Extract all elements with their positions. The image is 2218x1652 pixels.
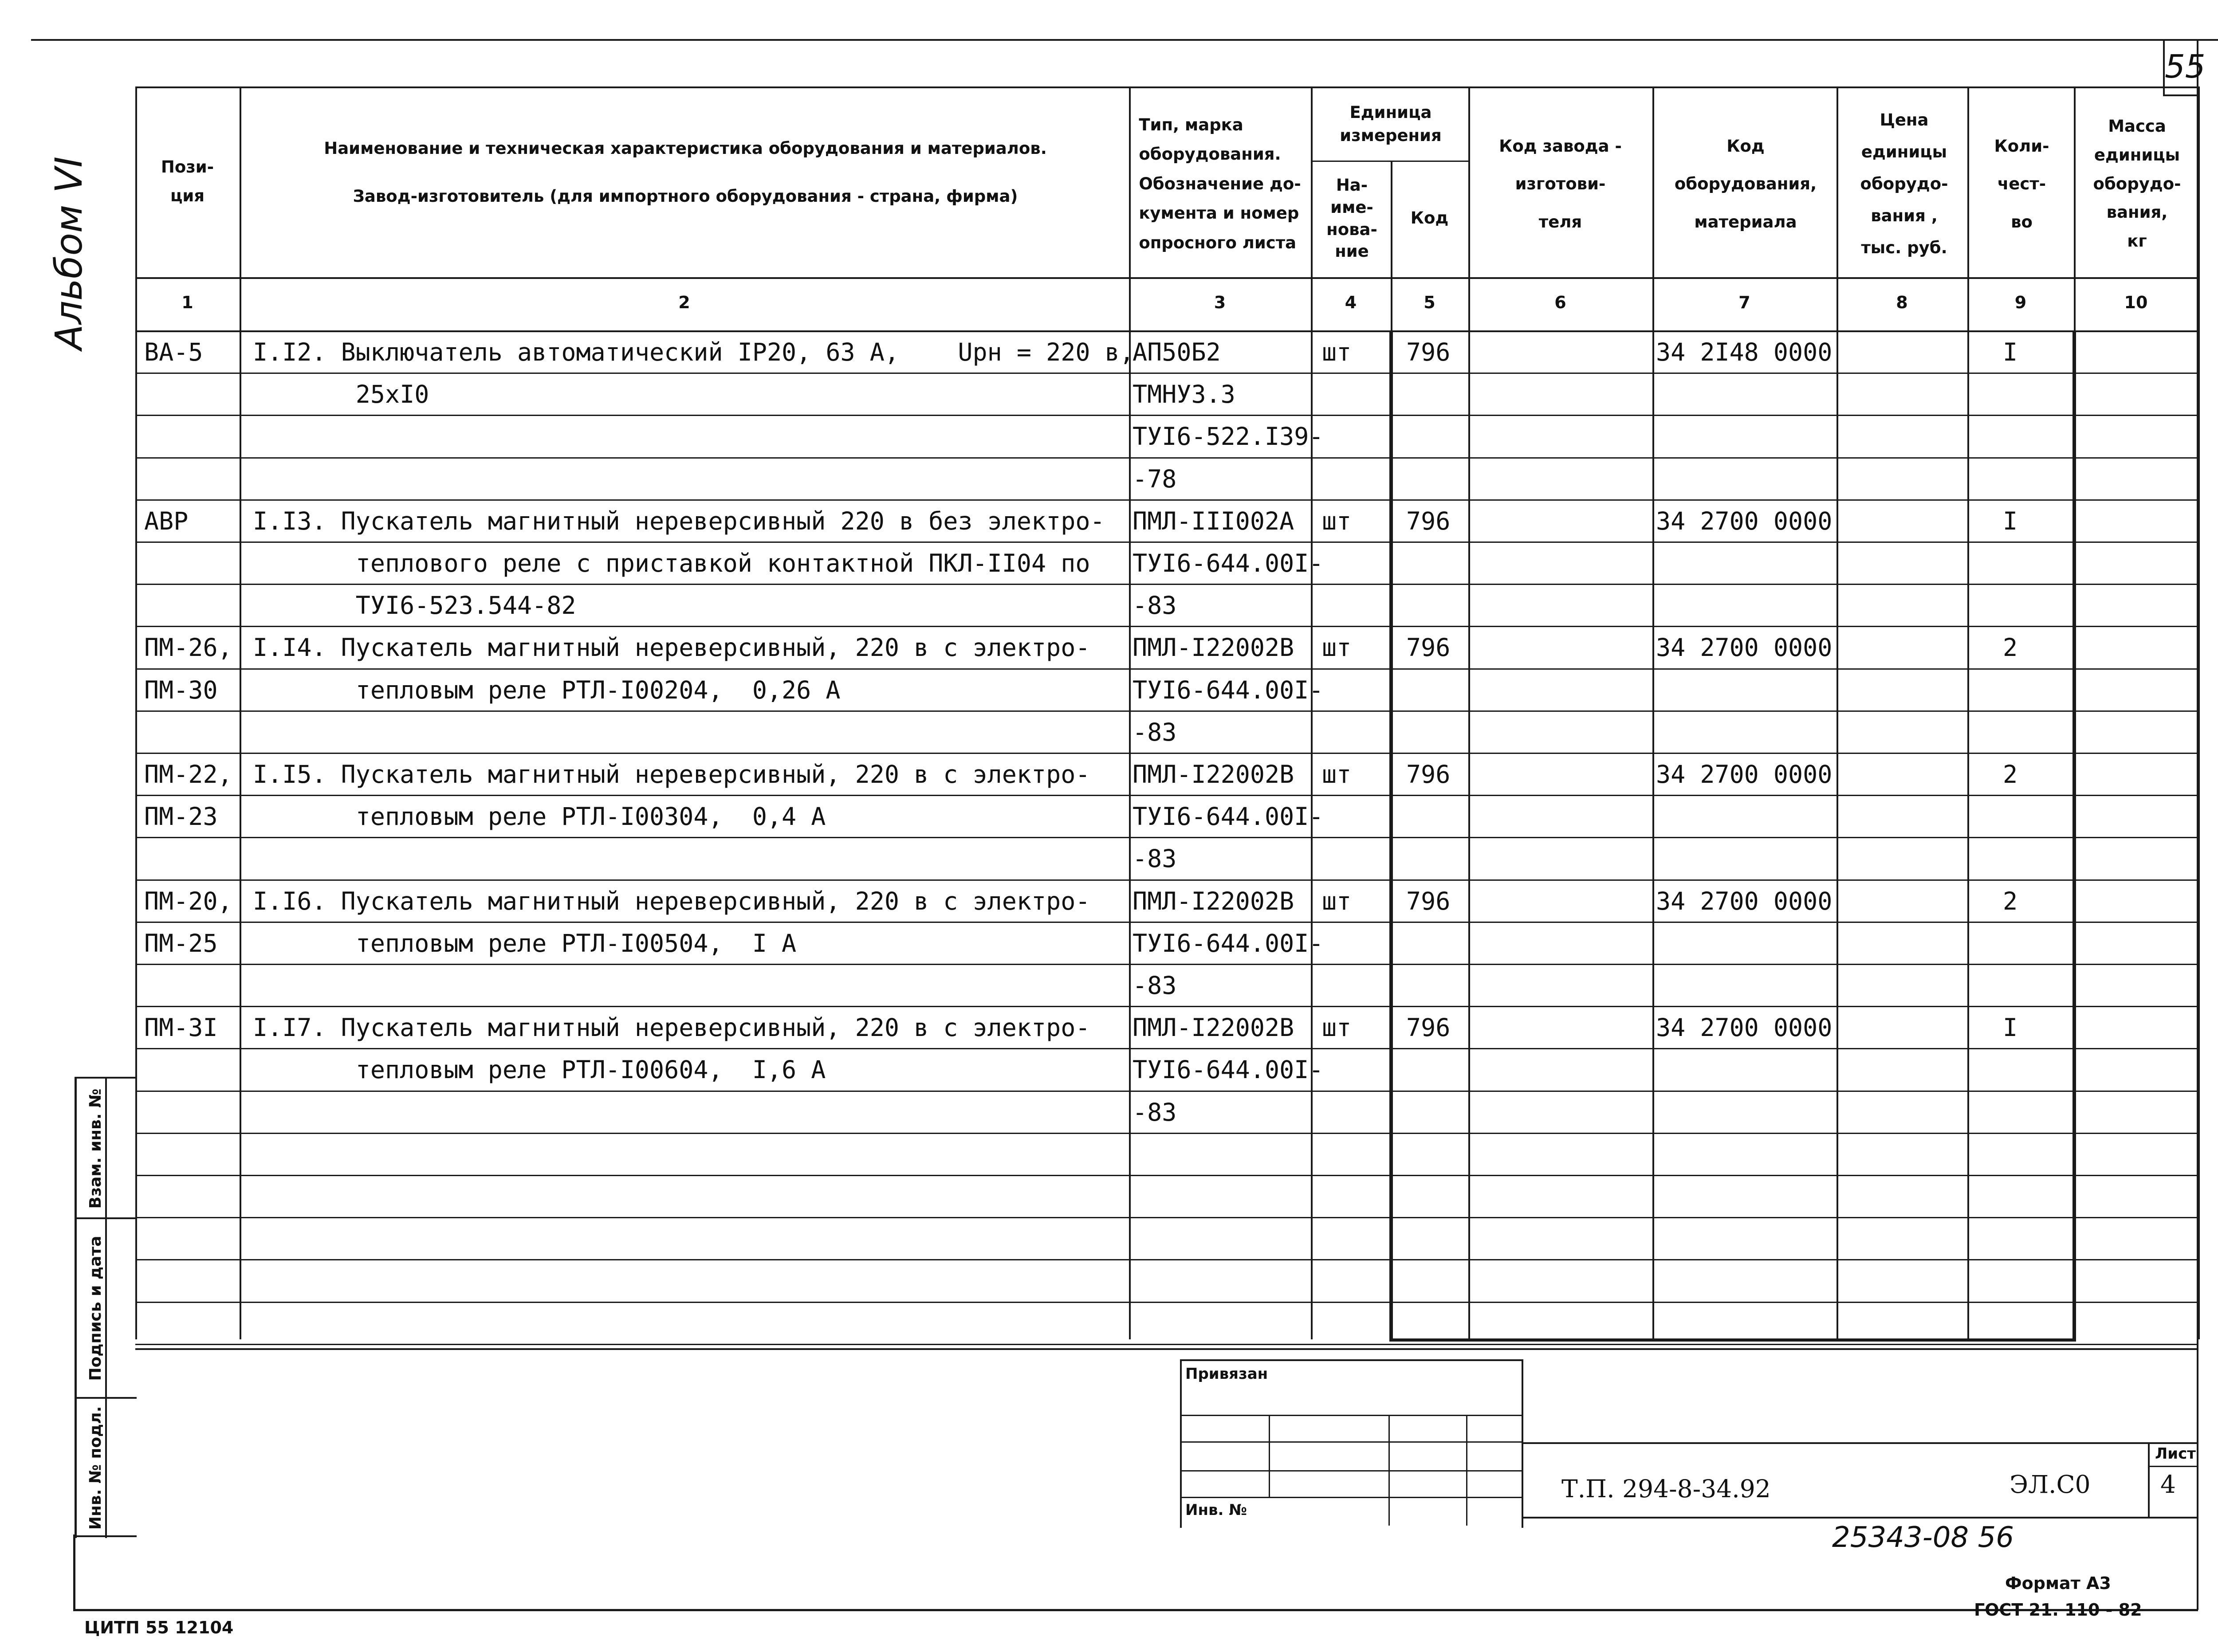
header-material-code: Код оборудования, материала — [1674, 137, 1817, 232]
section-code: ЭЛ.С0 — [2010, 1470, 2091, 1499]
header-unit-group: Единица измерения — [1340, 103, 1442, 145]
cell-type: ПМЛ-I22002В — [1133, 633, 1294, 662]
cell-material-code: 34 2700 0000 — [1656, 633, 1833, 662]
cell-name: I.I7. Пускатель магнитный нереверсивный, 220 в с электро- — [253, 1013, 1090, 1042]
cell-name: 25хI0 — [253, 380, 429, 408]
cell-unit-code: 796 — [1406, 1013, 1451, 1042]
bind-box-row1 — [1180, 1415, 1522, 1416]
cell-position: ПМ-22, — [144, 760, 232, 789]
bind-box-row4 — [1180, 1497, 1522, 1498]
row-line — [135, 542, 2198, 543]
column-number-2: 2 — [678, 293, 690, 312]
cell-type: ТМНУ3.3 — [1133, 380, 1235, 408]
sheet-label: Лист — [2155, 1445, 2196, 1463]
header-bottom-line — [135, 277, 2198, 279]
column-line-1 — [240, 86, 241, 1339]
cell-name: теплового реле с приставкой контактной ПКЛ-II04 по — [253, 549, 1090, 577]
sheet-box-left — [2148, 1442, 2150, 1518]
thick-box-right — [2072, 330, 2076, 1342]
cell-type: ТУI6-522.I39- — [1133, 422, 1324, 451]
cell-position: ПМ-30 — [144, 676, 218, 704]
cell-name: I.I6. Пускатель магнитный нереверсивный, 220 в с электро- — [253, 887, 1090, 915]
frame-bottom-line — [73, 1609, 2198, 1611]
row-line — [135, 1217, 2198, 1218]
cell-type: ПМЛ-III002А — [1133, 507, 1294, 535]
bind-box-col2 — [1388, 1415, 1390, 1526]
bind-box-top — [1180, 1359, 1522, 1361]
row-line — [135, 1048, 2198, 1049]
cell-quantity: 2 — [2003, 760, 2018, 789]
column-line-10 — [2198, 86, 2200, 1339]
gost-label: ГОСТ 21. 110 - 82 — [1974, 1600, 2142, 1620]
header-name-line1: Наименование и техническая характеристика оборудования и материалов. — [324, 138, 1047, 158]
sheet-value: 4 — [2160, 1470, 2176, 1499]
cell-material-code: 34 2700 0000 — [1656, 1013, 1833, 1042]
cell-type: -83 — [1133, 971, 1177, 1000]
header-mass: Масса единицы оборудо- вания, кг — [2093, 117, 2181, 251]
inv-no-label: Инв. № — [1185, 1501, 1247, 1519]
header-unit-code: Код — [1410, 208, 1449, 228]
cell-quantity: I — [2003, 507, 2018, 535]
row-line — [135, 1344, 2198, 1345]
cell-type: ТУI6-644.00I- — [1133, 676, 1324, 704]
header-quantity: Коли- чест- во — [1994, 137, 2049, 232]
row-line — [135, 710, 2198, 712]
column-number-10: 10 — [2124, 293, 2148, 312]
column-number-3: 3 — [1214, 293, 1226, 312]
row-line — [135, 1259, 2198, 1260]
cell-material-code: 34 2700 0000 — [1656, 760, 1833, 789]
cell-material-code: 34 2700 0000 — [1656, 887, 1833, 915]
header-price: Цена единицы оборудо- вания , тыс. руб. — [1860, 110, 1948, 258]
cell-unit-code: 796 — [1406, 633, 1451, 662]
frame-left-stub — [73, 1534, 75, 1610]
row-line — [135, 1006, 2198, 1007]
sheet-box-mid — [2148, 1466, 2198, 1467]
cell-position: ПМ-20, — [144, 887, 232, 915]
privyazan-label: Привязан — [1185, 1365, 1268, 1383]
row-line — [135, 1302, 2198, 1303]
cell-position: ПМ-26, — [144, 633, 232, 662]
cell-type: -83 — [1133, 718, 1177, 746]
cell-unit: шт — [1322, 633, 1352, 662]
column-number-8: 8 — [1896, 293, 1908, 312]
column-number-1: 1 — [181, 293, 193, 312]
title-block-upper-line — [1522, 1442, 2198, 1444]
row-line — [135, 753, 2198, 754]
cell-unit-code: 796 — [1406, 507, 1451, 535]
cell-quantity: I — [2003, 1013, 2018, 1042]
cell-unit: шт — [1322, 1013, 1352, 1042]
format-label: Формат А3 — [2005, 1574, 2111, 1593]
title-block-lower-line — [1522, 1517, 2198, 1519]
side-stamp-inv-podl: Инв. № подл. — [87, 1406, 105, 1530]
row-line — [135, 626, 2198, 627]
row-line — [135, 879, 2198, 881]
cell-name: I.I2. Выключатель автоматический IP20, 63 А, Uрн = 220 в, — [253, 338, 1134, 366]
cell-quantity: 2 — [2003, 633, 2018, 662]
cell-name: I.I4. Пускатель магнитный нереверсивный, 220 в с электро- — [253, 633, 1090, 662]
cell-position: ПМ-3I — [144, 1013, 218, 1042]
row-line — [135, 415, 2198, 416]
bind-box-row3 — [1180, 1470, 1522, 1471]
column-number-7: 7 — [1738, 293, 1750, 312]
cell-quantity: 2 — [2003, 887, 2018, 915]
cell-name: тепловым реле РТЛ-I00304, 0,4 А — [253, 802, 826, 831]
title-block-top — [135, 1348, 2198, 1350]
row-line — [135, 964, 2198, 965]
cell-type: -83 — [1133, 844, 1177, 873]
cell-unit: шт — [1322, 887, 1352, 915]
header-factory-code: Код завода - изготови- теля — [1499, 137, 1622, 232]
frame-top-line — [31, 39, 2218, 41]
row-line — [135, 795, 2198, 796]
column-number-line — [135, 330, 2198, 332]
cell-position: АВР — [144, 507, 189, 535]
bind-box-row2 — [1180, 1441, 1522, 1443]
row-line — [135, 584, 2198, 585]
column-number-5: 5 — [1424, 293, 1435, 312]
column-line-5 — [1468, 86, 1470, 1339]
cell-quantity: I — [2003, 338, 2018, 366]
table-top-line — [135, 86, 2198, 88]
column-number-6: 6 — [1554, 293, 1566, 312]
side-stamp-vzam-inv: Взам. инв. № — [87, 1088, 105, 1209]
document-code: Т.П. 294-8-34.92 — [1561, 1475, 1771, 1503]
cell-position: ВА-5 — [144, 338, 203, 366]
column-line-7 — [1837, 86, 1838, 1339]
cell-unit-code: 796 — [1406, 887, 1451, 915]
header-type: Тип, марка оборудования. Обозначение до- кумента и номер опросного листа — [1139, 115, 1301, 252]
cell-type: -83 — [1133, 591, 1177, 620]
bind-box-col3 — [1466, 1415, 1467, 1526]
row-line — [135, 922, 2198, 923]
cell-name: тепловым реле РТЛ-I00204, 0,26 А — [253, 676, 841, 704]
cell-type: ПМЛ-I22002В — [1133, 760, 1294, 789]
cell-type: -78 — [1133, 465, 1177, 493]
row-line — [135, 457, 2198, 459]
column-line-3 — [1311, 86, 1313, 1339]
sheet-number-corner: 55 — [2165, 48, 2206, 85]
cell-type: ТУI6-644.00I- — [1133, 549, 1324, 577]
cell-type: ПМЛ-I22002В — [1133, 887, 1294, 915]
cell-unit-code: 796 — [1406, 760, 1451, 789]
cell-unit: шт — [1322, 507, 1352, 535]
row-line — [135, 499, 2198, 501]
side-stamp-podpis: Подпись и дата — [87, 1236, 105, 1381]
header-unit-name: На- име- нова- ние — [1326, 175, 1377, 261]
row-line — [135, 1175, 2198, 1176]
header-name-line2: Завод-изготовитель (для импортного оборудования - страна, фирма) — [353, 186, 1018, 206]
cell-name: ТУI6-523.544-82 — [253, 591, 576, 620]
thick-box-left — [1389, 330, 1393, 1342]
cell-position: ПМ-25 — [144, 929, 218, 957]
cell-position: ПМ-23 — [144, 802, 218, 831]
cell-material-code: 34 2700 0000 — [1656, 507, 1833, 535]
row-line — [135, 668, 2198, 670]
row-line — [135, 837, 2198, 838]
cell-name: I.I3. Пускатель магнитный нереверсивный 220 в без электро- — [253, 507, 1105, 535]
cell-unit: шт — [1322, 338, 1352, 366]
cell-name: тепловым реле РТЛ-I00504, I А — [253, 929, 797, 957]
bind-box-left — [1180, 1359, 1182, 1528]
column-number-4: 4 — [1345, 293, 1357, 312]
cell-type: -83 — [1133, 1098, 1177, 1126]
cell-type: ТУI6-644.00I- — [1133, 1056, 1324, 1084]
row-line — [135, 1091, 2198, 1092]
cell-name: I.I5. Пускатель магнитный нереверсивный, 220 в с электро- — [253, 760, 1090, 789]
cell-name: тепловым реле РТЛ-I00604, I,6 А — [253, 1056, 826, 1084]
cell-type: ТУI6-644.00I- — [1133, 929, 1324, 957]
cell-type: ПМЛ-I22002В — [1133, 1013, 1294, 1042]
bind-box-col1 — [1269, 1415, 1270, 1498]
thick-box-bottom — [1389, 1338, 2076, 1342]
cell-type: АП50Б2 — [1133, 338, 1221, 366]
header-position: Пози- ция — [161, 157, 214, 205]
column-line-6 — [1652, 86, 1654, 1339]
handwritten-number: 25343-08 56 — [1832, 1521, 2014, 1554]
cell-material-code: 34 2I48 0000 — [1656, 338, 1833, 366]
cell-type: ТУI6-644.00I- — [1133, 802, 1324, 831]
cell-unit: шт — [1322, 760, 1352, 789]
publisher-label: ЦИТП 55 12104 — [84, 1618, 234, 1637]
column-number-9: 9 — [2014, 293, 2027, 312]
row-line — [135, 1133, 2198, 1134]
cell-unit-code: 796 — [1406, 338, 1451, 366]
side-stamp-left — [75, 1077, 77, 1538]
row-line — [135, 373, 2198, 374]
album-label: Альбом VI — [47, 156, 90, 350]
